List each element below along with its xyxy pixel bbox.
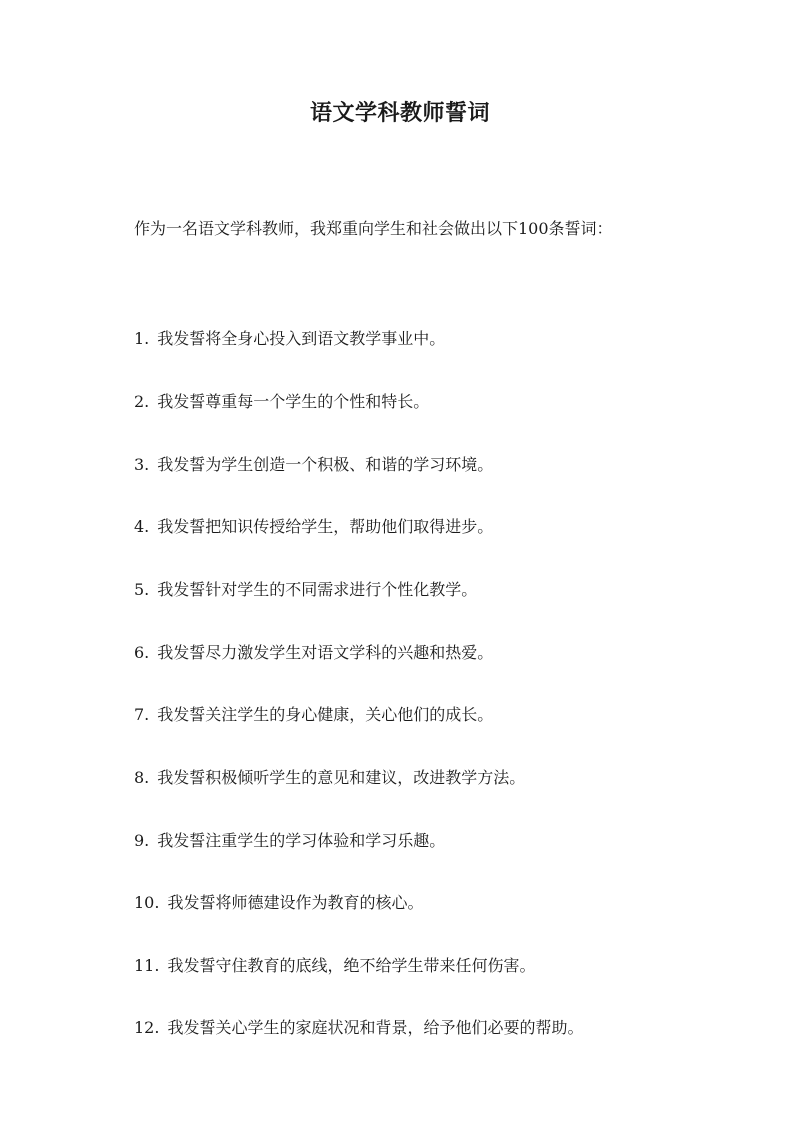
vow-number: 9. [134,831,150,850]
vow-text: 我发誓将全身心投入到语文教学事业中。 [157,329,446,348]
vow-text: 我发誓注重学生的学习体验和学习乐趣。 [157,831,446,850]
vow-item [134,890,423,913]
vow-text: 我发誓关心学生的家庭状况和背景，给予他们必要的帮助。 [167,1018,584,1037]
intro-paragraph: 作为一名语文学科教师，我郑重向学生和社会做出以下100条誓词： [134,219,613,238]
vow-item [134,452,493,475]
vow-number: 1. [134,329,150,348]
vow-number: 6. [134,643,150,662]
vow-item [134,702,493,725]
document-title: 语文学科教师誓词 [309,100,490,126]
vow-number: 10. [134,893,160,912]
vow-number: 12. [134,1018,160,1037]
vow-item [134,765,525,788]
vow-text: 我发誓把知识传授给学生，帮助他们取得进步。 [157,517,494,536]
vow-item [134,514,493,537]
vow-text: 我发誓守住教育的底线，绝不给学生带来任何伤害。 [167,956,536,975]
vow-number: 7. [134,705,150,724]
vow-number: 3. [134,455,150,474]
vow-item [134,828,445,851]
vow-text: 我发誓积极倾听学生的意见和建议，改进教学方法。 [157,768,526,787]
vow-item [134,577,477,600]
vow-item [134,953,535,976]
vow-text: 我发誓尽力激发学生对语文学科的兴趣和热爱。 [157,643,494,662]
vow-number: 2. [134,392,150,411]
vow-number: 4. [134,517,150,536]
vow-number: 5. [134,580,150,599]
vow-item [134,326,445,349]
vow-text: 我发誓为学生创造一个积极、和谐的学习环境。 [157,455,494,474]
vow-text: 我发誓针对学生的不同需求进行个性化教学。 [157,580,478,599]
vow-number: 8. [134,768,150,787]
vow-text: 我发誓将师德建设作为教育的核心。 [167,893,424,912]
vow-text: 我发誓关注学生的身心健康，关心他们的成长。 [157,705,494,724]
vow-text: 我发誓尊重每一个学生的个性和特长。 [157,392,430,411]
vow-item [134,389,429,412]
vow-number: 11. [134,956,160,975]
vow-item [134,640,493,663]
vow-item [134,1015,583,1038]
